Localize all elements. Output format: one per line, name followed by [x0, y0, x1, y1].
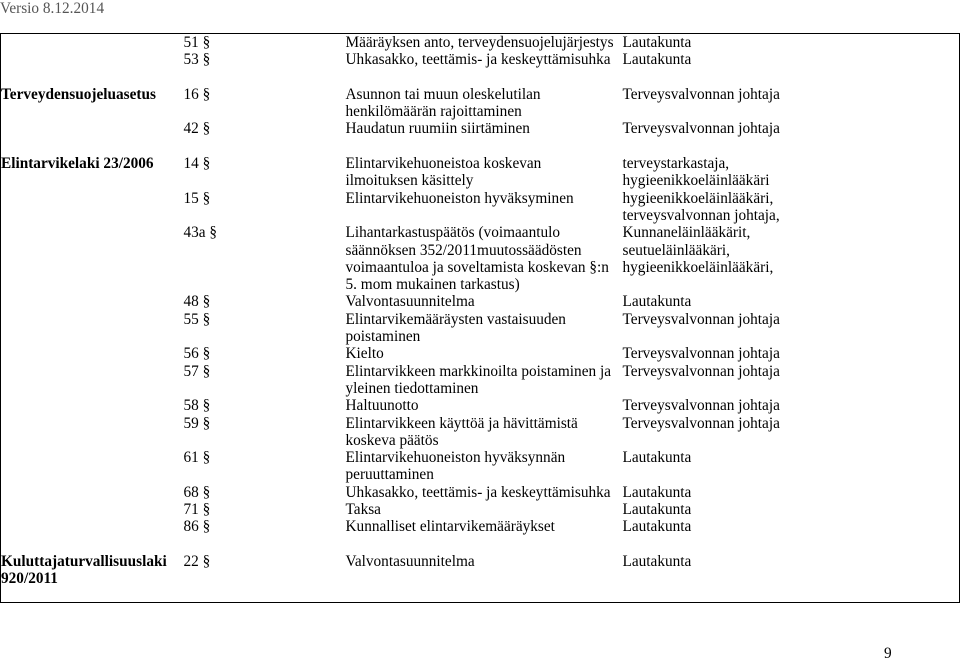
decider-line: Lautakunta — [622, 449, 692, 467]
section-number: 71 § — [183, 501, 211, 519]
matter-line: Valvontasuunnitelma — [345, 552, 475, 570]
spacer-cell — [346, 138, 623, 155]
matter-line: Asunnon tai muun oleskelutilan — [345, 85, 541, 103]
matter-line: Uhkasakko, teettämis- ja keskeyttämisuhka — [345, 483, 611, 501]
decider-cell — [623, 190, 960, 225]
table-row — [1, 553, 960, 603]
decider-cell — [623, 224, 960, 293]
decider-line: hygieenikkoeläinlääkäri, — [622, 258, 774, 276]
decider-line: Lautakunta — [622, 483, 692, 501]
spacer-cell — [623, 138, 960, 155]
section-number: 43a § — [183, 224, 218, 242]
section-cell — [184, 397, 346, 414]
law-name-cell — [1, 155, 184, 553]
decider-line: Lautakunta — [622, 501, 692, 519]
matter-cell — [346, 501, 623, 518]
law-name-line: Elintarvikelaki 23/2006 — [1, 155, 154, 173]
spacer-fill — [184, 536, 346, 553]
matter-line: Elintarvikkeen markkinoilta poistaminen ja — [345, 362, 611, 380]
section-number: 57 § — [183, 362, 211, 380]
decider-line: Lautakunta — [622, 552, 692, 570]
section-cell — [184, 51, 346, 68]
decider-line: Terveysvalvonnan johtaja — [622, 120, 780, 138]
spacer-cell — [623, 69, 960, 86]
section-number: 15 § — [183, 189, 211, 207]
matter-line: Elintarvikehuoneiston hyväksynnän — [345, 449, 566, 467]
decider-cell — [623, 51, 960, 68]
section-cell — [184, 484, 346, 501]
matter-line: Kunnalliset elintarvikemääräykset — [345, 518, 555, 536]
section-number: 59 § — [183, 414, 211, 432]
spacer-cell — [623, 536, 960, 553]
matter-line: Lihantarkastuspäätös (voimaantulo — [345, 224, 561, 242]
matter-cell — [346, 363, 623, 398]
spacer-cell — [184, 138, 346, 155]
decider-line: Terveysvalvonnan johtaja — [622, 310, 780, 328]
decider-cell — [623, 363, 960, 398]
decider-cell — [623, 484, 960, 501]
section-number: 61 § — [183, 449, 211, 467]
decider-line: Kunnaneläinlääkärit, — [622, 224, 751, 242]
decider-line: hygieenikkoeläinlääkäri — [622, 172, 770, 190]
matter-line: yleinen tiedottaminen — [345, 379, 479, 397]
decider-cell — [623, 293, 960, 310]
section-cell — [184, 518, 346, 535]
matter-cell — [346, 553, 623, 603]
decider-cell — [623, 397, 960, 414]
decider-cell — [623, 415, 960, 450]
section-number: 16 § — [183, 85, 211, 103]
decider-line: Terveysvalvonnan johtaja — [622, 414, 780, 432]
section-number: 42 § — [183, 120, 211, 138]
matter-cell — [346, 51, 623, 68]
matter-line: peruuttaminen — [345, 466, 434, 484]
matter-line: Taksa — [345, 501, 381, 519]
decider-line: Terveysvalvonnan johtaja — [622, 397, 780, 415]
table-row — [1, 86, 960, 121]
section-cell — [184, 553, 346, 603]
version-label: Versio 8.12.2014 — [0, 0, 105, 17]
decision-table-body — [1, 34, 960, 603]
section-cell — [184, 363, 346, 398]
decider-line: Lautakunta — [622, 51, 692, 69]
matter-cell — [346, 397, 623, 414]
matter-cell — [346, 518, 623, 535]
matter-line: Uhkasakko, teettämis- ja keskeyttämisuhka — [345, 51, 611, 69]
law-name-cell — [1, 86, 184, 155]
section-cell — [184, 501, 346, 518]
matter-line: Valvontasuunnitelma — [345, 293, 475, 311]
section-cell — [184, 224, 346, 293]
matter-cell — [346, 293, 623, 310]
law-name-line: 920/2011 — [1, 570, 58, 588]
spacer-cell — [346, 69, 623, 86]
decider-cell — [623, 86, 960, 121]
decider-line: Lautakunta — [622, 518, 692, 536]
matter-line: 5. mom mukainen tarkastus) — [345, 276, 520, 294]
decider-cell — [623, 345, 960, 362]
table-row — [1, 155, 960, 190]
section-number: 55 § — [183, 310, 211, 328]
matter-line: Haltuunotto — [345, 397, 419, 415]
matter-line: ilmoituksen käsittely — [345, 172, 474, 190]
decision-table — [0, 33, 960, 603]
page-number: 9 — [884, 645, 892, 662]
decider-cell — [623, 155, 960, 190]
law-name-line: Kuluttajaturvallisuuslaki — [1, 552, 167, 570]
decider-cell — [623, 553, 960, 603]
decider-cell — [623, 34, 960, 52]
matter-line: Elintarvikkeen käyttöä ja hävittämistä — [345, 414, 578, 432]
matter-cell — [346, 34, 623, 52]
section-number: 56 § — [183, 345, 211, 363]
section-cell — [184, 86, 346, 121]
matter-line: Elintarvikehuoneiston hyväksyminen — [345, 189, 574, 207]
decider-line: terveystarkastaja, — [622, 155, 730, 173]
section-cell — [184, 311, 346, 346]
matter-line: Elintarvikemääräysten vastaisuuden — [345, 310, 566, 328]
section-number: 68 § — [183, 483, 211, 501]
section-cell — [184, 449, 346, 484]
decider-line: Lautakunta — [622, 34, 692, 51]
law-name-cell — [1, 553, 184, 603]
section-cell — [184, 293, 346, 310]
matter-line: Kielto — [345, 345, 384, 363]
decider-cell — [623, 449, 960, 484]
decider-cell — [623, 120, 960, 137]
matter-line: Haudatun ruumiin siirtäminen — [345, 120, 530, 138]
section-number: 53 § — [183, 51, 211, 69]
matter-line: koskeva päätös — [345, 431, 439, 449]
decider-cell — [623, 501, 960, 518]
decider-line: terveysvalvonnan johtaja, — [622, 206, 780, 224]
decider-line: Terveysvalvonnan johtaja — [622, 345, 780, 363]
section-number: 58 § — [183, 397, 211, 415]
matter-cell — [346, 224, 623, 293]
matter-cell — [346, 415, 623, 450]
law-name-cell — [1, 34, 184, 86]
matter-cell — [346, 311, 623, 346]
matter-cell — [346, 484, 623, 501]
section-cell — [184, 415, 346, 450]
decider-line: Lautakunta — [622, 293, 692, 311]
matter-cell — [346, 345, 623, 362]
spacer-fill — [184, 138, 346, 155]
spacer-cell — [184, 536, 346, 553]
matter-cell — [346, 120, 623, 137]
decider-line: hygieenikkoeläinlääkäri, — [622, 189, 774, 207]
spacer-cell — [346, 536, 623, 553]
decider-cell — [623, 311, 960, 346]
matter-cell — [346, 155, 623, 190]
decider-line: Terveysvalvonnan johtaja — [622, 362, 780, 380]
law-name-line: Terveydensuojeluasetus — [1, 85, 156, 103]
decider-cell — [623, 518, 960, 535]
matter-line: poistaminen — [345, 328, 421, 346]
section-number: 51 § — [183, 34, 211, 51]
matter-cell — [346, 86, 623, 121]
matter-cell — [346, 190, 623, 225]
decider-line: Terveysvalvonnan johtaja — [622, 85, 780, 103]
section-number: 22 § — [183, 552, 211, 570]
section-number: 14 § — [183, 155, 211, 173]
section-cell — [184, 120, 346, 137]
matter-line: säännöksen 352/2011muutossäädösten — [345, 241, 582, 259]
table-row — [1, 34, 960, 52]
section-cell — [184, 155, 346, 190]
spacer-fill — [184, 69, 346, 86]
section-number: 86 § — [183, 518, 211, 536]
matter-line: henkilömäärän rajoittaminen — [345, 103, 522, 121]
section-cell — [184, 190, 346, 225]
section-cell — [184, 345, 346, 362]
decider-line: seutueläinlääkäri, — [622, 241, 730, 259]
matter-line: Elintarvikehuoneistoa koskevan — [345, 155, 542, 173]
section-number: 48 § — [183, 293, 211, 311]
matter-line: voimaantuloa ja soveltamista koskevan §:n — [345, 258, 609, 276]
matter-cell — [346, 449, 623, 484]
spacer-cell — [184, 69, 346, 86]
matter-line: Määräyksen anto, terveydensuojelujärjestys — [345, 34, 614, 51]
section-cell — [184, 34, 346, 52]
